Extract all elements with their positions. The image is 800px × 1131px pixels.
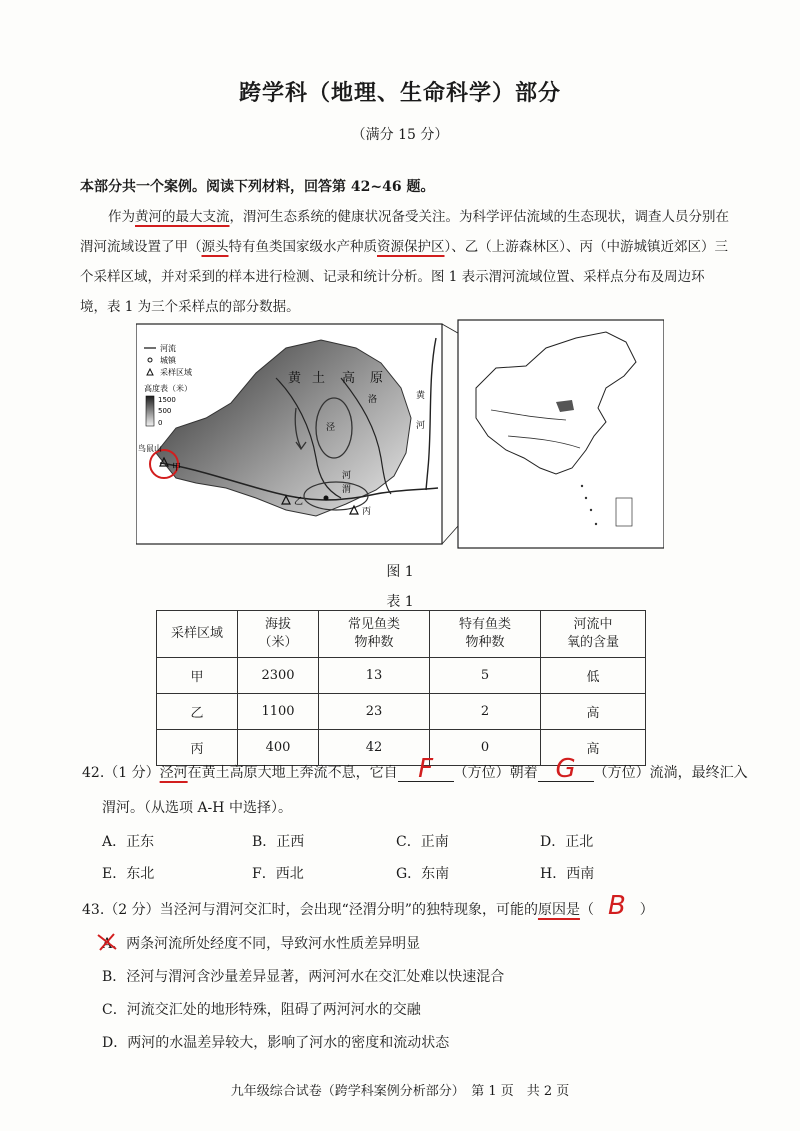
river-label-huang: 黄 (416, 391, 426, 401)
table-cell: 乙 (157, 694, 238, 730)
option-a[interactable] (102, 933, 420, 953)
question-43 (82, 891, 654, 921)
table-cell: 23 (319, 694, 430, 730)
table-header-cell: 特有鱼类 物种数 (430, 611, 541, 658)
para-underlined-text: 资源保护区 (377, 239, 445, 255)
option-f[interactable]: F．西北 (252, 866, 304, 882)
table-cell: 丙 (157, 730, 238, 766)
legend-sample-label: 采样区域 (160, 368, 192, 377)
table-cell: 400 (238, 730, 319, 766)
page-footer: 九年级综合试卷（跨学科案例分析部分） 第 1 页 共 2 页 (230, 1084, 570, 1099)
plateau-label-char: 黄 (288, 371, 302, 386)
table-row (157, 694, 646, 730)
question-42-line2: 渭河。（从选项 A-H 中选择）。 (102, 800, 292, 816)
red-cross-mark (94, 931, 124, 953)
plateau-label-char: 高 (342, 371, 356, 386)
option-d[interactable]: D．正北 (540, 834, 594, 850)
para-underlined-text: 源头 (201, 239, 229, 255)
inset-map-frame (458, 320, 664, 548)
figure-1-map (136, 318, 664, 550)
plateau-label-char: 原 (370, 371, 384, 386)
page-title: 跨学科（地理、生命科学）部分 (238, 80, 561, 106)
option-c[interactable]: C．正南 (396, 834, 449, 850)
place-label-jia: 甲 (172, 463, 182, 473)
table-row (157, 658, 646, 694)
river-label-jing: 泾 (326, 423, 336, 433)
legend-river-label: 河流 (160, 344, 176, 353)
table-cell: 甲 (157, 658, 238, 694)
river-label-he2: 河 (342, 471, 352, 481)
legend-town-label: 城镇 (160, 356, 176, 365)
page-subtitle: （满分 15 分） (351, 127, 449, 143)
table-header-cell: 海拔 （米） (238, 611, 319, 658)
table-cell: 高 (541, 730, 646, 766)
place-label-niaoshu: 鸟鼠山 (138, 444, 162, 453)
question-underlined-text: 原因是 (537, 902, 580, 918)
place-label-yi: 乙 (294, 497, 304, 507)
table-cell: 13 (319, 658, 430, 694)
handwritten-answer: G (555, 754, 576, 784)
legend-elevation-title: 高度表（米） (144, 384, 192, 393)
option-a[interactable]: A．正东 (102, 834, 155, 850)
para-text: 作为 (108, 209, 135, 225)
plateau-label-char: 土 (312, 371, 326, 386)
handwritten-answer: F (418, 754, 434, 784)
legend-elev-0: 0 (158, 419, 163, 427)
material-paragraph (80, 202, 730, 322)
inset-island (590, 509, 592, 511)
table-cell: 高 (541, 694, 646, 730)
inset-island (595, 523, 597, 525)
handwritten-answer[interactable]: B (607, 891, 626, 921)
table-cell: 2 (430, 694, 541, 730)
river-label-he: 河 (416, 421, 426, 431)
table-header-cell: 河流中 氧的含量 (541, 611, 646, 658)
para-underlined-text: 黄河的最大支流 (135, 209, 230, 225)
inset-island (581, 485, 583, 487)
para-text: 特有鱼类国家级水产种质 (228, 239, 377, 255)
question-underlined-text: 泾河 (159, 765, 188, 781)
option-g[interactable]: G．东南 (396, 866, 450, 882)
data-table (156, 610, 646, 766)
para-text: ，渭河生态系统的健康状况备受关注。为科学评估流域的生态现状，调查人员分别在渭河流域设置了甲（ (80, 209, 729, 255)
answer-blank-1[interactable] (398, 754, 454, 784)
table-header-row (157, 611, 646, 658)
question-text: （方位）流淌，最终汇入 (593, 765, 748, 781)
legend-elevation-bar (146, 396, 154, 426)
question-42 (82, 754, 748, 784)
option-e[interactable]: E．东北 (102, 866, 155, 882)
option-b[interactable]: B．正西 (252, 834, 305, 850)
table-label: 表 1 (386, 594, 414, 610)
table-cell: 2300 (238, 658, 319, 694)
question-number: 43.（2 分） (82, 902, 160, 918)
question-number: 42.（1 分） (82, 765, 160, 781)
table-cell: 0 (430, 730, 541, 766)
table-header-cell: 常见鱼类 物种数 (319, 611, 430, 658)
option-c[interactable]: C．河流交汇处的地形特殊，阻碍了两河河水的交融 (102, 1002, 421, 1018)
section-intro: 本部分共一个案例。阅读下列材料，回答第 42~46 题。 (80, 179, 435, 195)
option-h[interactable]: H．西南 (540, 866, 595, 882)
table-header-cell: 采样区域 (157, 611, 238, 658)
inset-island (585, 497, 587, 499)
river-label-wei: 渭 (342, 485, 352, 495)
question-text: ） (639, 902, 654, 918)
question-text: 当泾河与渭河交汇时，会出现“泾渭分明”的独特现象，可能的 (159, 902, 538, 918)
option-b[interactable]: B．泾河与渭河含沙量差异显著，两河河水在交汇处难以快速混合 (102, 969, 505, 985)
town-marker (324, 496, 329, 501)
table-cell: 42 (319, 730, 430, 766)
option-d[interactable]: D．两河的水温差异较大，影响了河水的密度和流动状态 (102, 1035, 450, 1051)
question-text: （方位）朝着 (453, 765, 538, 781)
legend-elev-500: 500 (158, 407, 172, 415)
table-cell: 低 (541, 658, 646, 694)
option-text: A．两条河流所处经度不同，导致河水性质差异明显 (102, 936, 421, 952)
map-svg (136, 318, 664, 550)
question-text: （ (579, 902, 594, 918)
place-label-bing: 丙 (362, 507, 372, 517)
answer-blank-2[interactable] (538, 754, 594, 784)
question-text: 在黄土高原大地上奔流不息，它自 (187, 765, 398, 781)
legend-elev-1500: 1500 (158, 396, 176, 404)
river-label-luo: 洛 (368, 395, 378, 405)
table-cell: 1100 (238, 694, 319, 730)
figure-label: 图 1 (386, 564, 414, 580)
para-text: ）、乙（上游森林区）、丙（中游城镇近郊区）三个采样区域，并对采到的样本进行检测、记录和统计分析。图 1 表示渭河流域位置、采样点分布及周边环境，表 1 为三个采样点的部分数据。 (80, 239, 728, 315)
table-cell: 5 (430, 658, 541, 694)
